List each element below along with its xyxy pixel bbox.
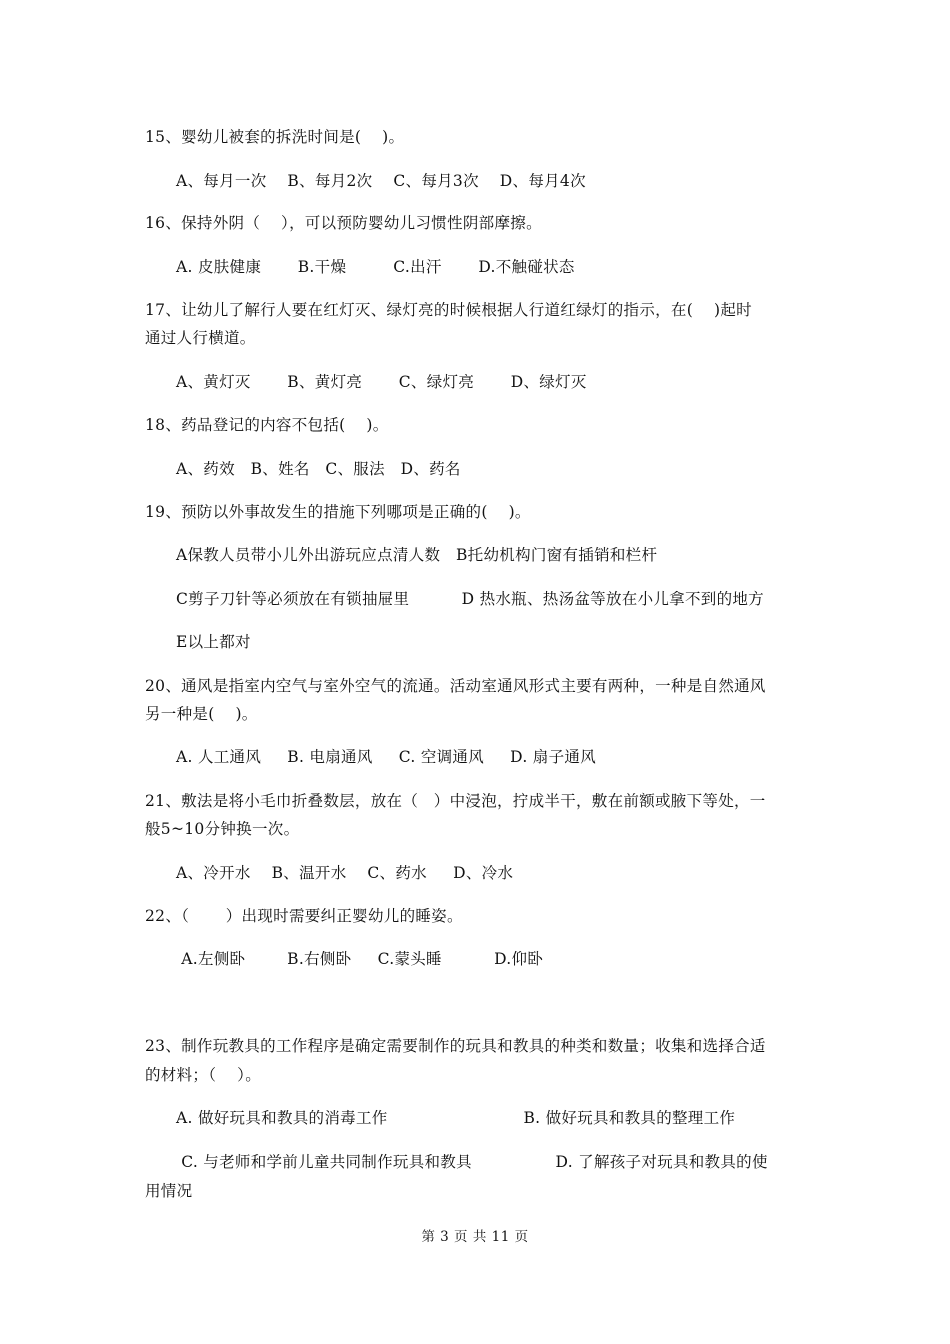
question-19-options-line-3: E以上都对 bbox=[176, 633, 251, 651]
question-16-options: A. 皮肤健康 B.干燥 C.出汗 D.不触碰状态 bbox=[176, 258, 575, 276]
question-15-stem: 15、婴幼儿被套的拆洗时间是( )。 bbox=[145, 128, 405, 146]
question-23-options-line-2: C. 与老师和学前儿童共同制作玩具和教具 D. 了解孩子对玩具和教具的使 bbox=[176, 1153, 768, 1171]
question-23-stem-line-2: 的材料；（ ）。 bbox=[145, 1066, 262, 1084]
question-19-options-line-1: A保教人员带小儿外出游玩应点清人数 B托幼机构门窗有插销和栏杆 bbox=[176, 546, 658, 564]
question-23-options-line-1: A. 做好玩具和教具的消毒工作 B. 做好玩具和教具的整理工作 bbox=[176, 1109, 736, 1127]
page-number-footer: 第 3 页 共 11 页 bbox=[421, 1229, 529, 1245]
question-22-stem: 22、（ ）出现时需要纠正婴幼儿的睡姿。 bbox=[145, 907, 463, 925]
question-17-stem-line-1: 17、让幼儿了解行人要在红灯灭、绿灯亮的时候根据人行道红绿灯的指示，在( )起时 bbox=[145, 301, 752, 319]
question-17-stem-line-2: 通过人行横道。 bbox=[145, 329, 256, 347]
question-15-options: A、每月一次 B、每月2次 C、每月3次 D、每月4次 bbox=[176, 172, 586, 190]
question-18-options: A、药效 B、姓名 C、服法 D、药名 bbox=[176, 460, 461, 478]
question-21-stem-line-2: 般5~10分钟换一次。 bbox=[145, 820, 300, 838]
question-20-options: A. 人工通风 B. 电扇通风 C. 空调通风 D. 扇子通风 bbox=[176, 748, 596, 766]
question-17-options: A、黄灯灭 B、黄灯亮 C、绿灯亮 D、绿灯灭 bbox=[176, 373, 587, 391]
question-23-stem-line-1: 23、制作玩教具的工作程序是确定需要制作的玩具和教具的种类和数量；收集和选择合适 bbox=[145, 1037, 766, 1055]
question-21-stem-line-1: 21、敷法是将小毛巾折叠数层，放在（ ）中浸泡，拧成半干，敷在前额或腋下等处，一 bbox=[145, 792, 766, 810]
question-19-stem: 19、预防以外事故发生的措施下列哪项是正确的( )。 bbox=[145, 503, 531, 521]
question-20-stem-line-2: 另一种是( )。 bbox=[145, 705, 258, 723]
question-16-stem: 16、保持外阴（ ），可以预防婴幼儿习惯性阴部摩擦。 bbox=[145, 214, 542, 232]
question-21-options: A、冷开水 B、温开水 C、药水 D、冷水 bbox=[176, 864, 514, 882]
question-23-options-continuation: 用情况 bbox=[145, 1182, 193, 1200]
question-19-options-line-2: C剪子刀针等必须放在有锁抽屉里 D 热水瓶、热汤盆等放在小儿拿不到的地方 bbox=[176, 590, 764, 608]
question-22-options: A.左侧卧 B.右侧卧 C.蒙头睡 D.仰卧 bbox=[176, 950, 544, 968]
question-18-stem: 18、药品登记的内容不包括( )。 bbox=[145, 416, 389, 434]
question-20-stem-line-1: 20、通风是指室内空气与室外空气的流通。活动室通风形式主要有两种，一种是自然通风 bbox=[145, 677, 766, 695]
